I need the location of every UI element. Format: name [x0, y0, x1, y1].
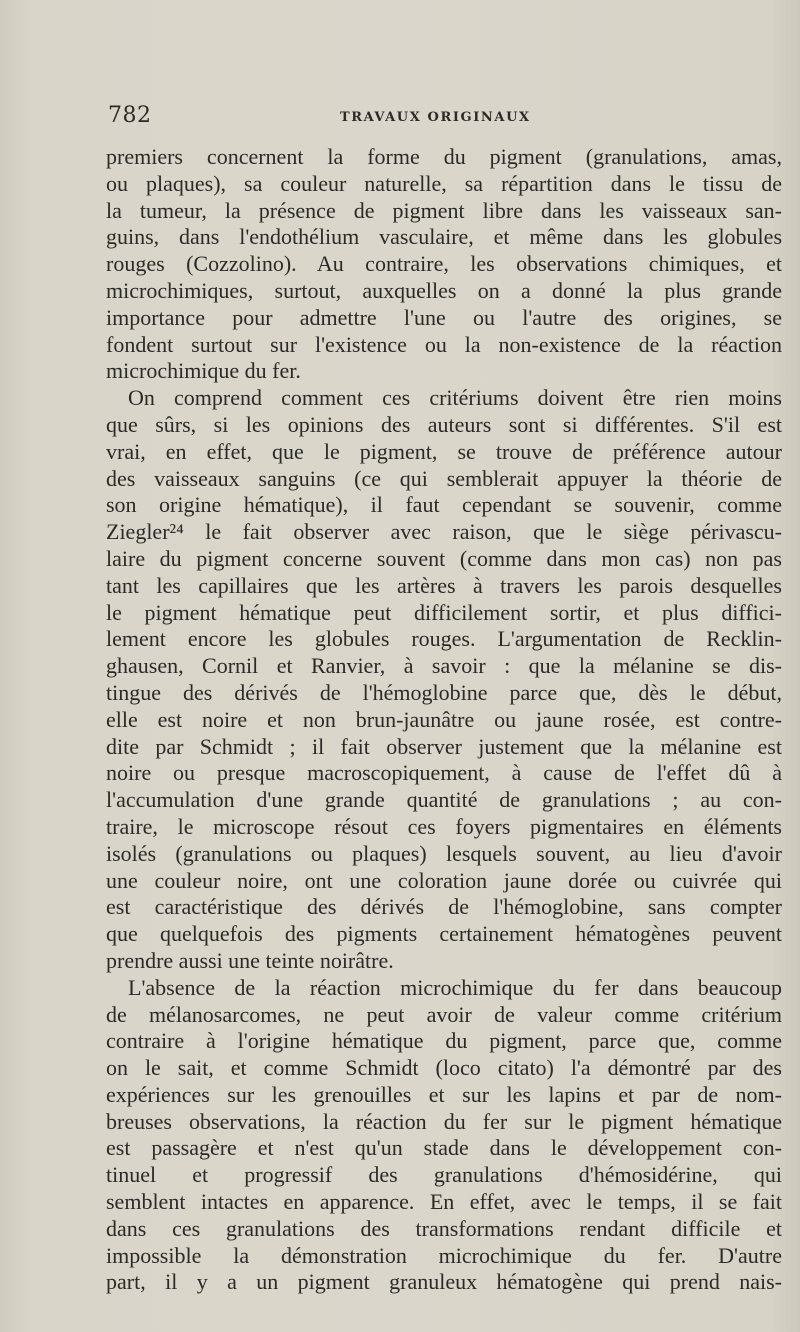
text-line: ou plaques), sa couleur naturelle, sa répartition dans le tissu de [106, 170, 782, 196]
text-line: breuses observations, la réaction du fer sur le pigment hématique [106, 1108, 782, 1134]
text-line: noire ou presque macroscopiquement, à cause de l'effet dû à [106, 760, 782, 786]
text-line: expériences sur les grenouilles et sur les lapins et par de nom- [106, 1081, 782, 1107]
paragraph [106, 385, 782, 975]
text-line: traire, le microscope résout ces foyers pigmentaires en éléments [106, 813, 782, 839]
text-line: de mélanosarcomes, ne peut avoir de valeur comme critérium [106, 1001, 782, 1027]
text-line: l'accumulation d'une grande quantité de granulations ; au con- [106, 787, 782, 813]
text-line: tingue des dérivés de l'hémoglobine parce que, dès le début, [106, 679, 782, 705]
text-line: prendre aussi une teinte noirâtre. [106, 947, 394, 973]
text-line: isolés (granulations ou plaques) lesquels souvent, au lieu d'avoir [106, 840, 782, 866]
paragraph [106, 144, 782, 385]
text-line: que quelquefois des pigments certainement hématogènes peuvent [106, 921, 782, 947]
text-line: guins, dans l'endothélium vasculaire, et même dans les globules [106, 224, 782, 250]
text-line: impossible la démonstration microchimique du fer. D'autre [106, 1242, 782, 1268]
text-line: que sûrs, si les opinions des auteurs sont si différentes. S'il est [106, 411, 782, 437]
text-line: premiers concernent la forme du pigment (granulations, amas, [106, 144, 782, 169]
text-line: lement encore les globules rouges. L'argumentation de Recklin- [106, 626, 782, 652]
text-line: ghausen, Cornil et Ranvier, à savoir : que la mélanine se dis- [106, 653, 782, 679]
text-line: microchimiques, surtout, auxquelles on a donné la plus grande [106, 277, 782, 303]
text-line: dans ces granulations des transformations rendant difficile et [106, 1215, 782, 1241]
text-line: on le sait, et comme Schmidt (loco citato) l'a démontré par des [106, 1055, 782, 1081]
text-line: importance pour admettre l'une ou l'autre des origines, se [106, 304, 782, 330]
text-line: contraire à l'origine hématique du pigment, parce que, comme [106, 1028, 782, 1054]
text-line: dite par Schmidt ; il fait observer justement que la mélanine est [106, 733, 782, 759]
text-line: fondent surtout sur l'existence ou la non-existence de la réaction [106, 331, 782, 357]
text-line: Ziegler²⁴ le fait observer avec raison, que le siège périvascu- [106, 519, 782, 545]
text-line: est passagère et n'est qu'un stade dans le développement con- [106, 1135, 782, 1161]
page-header [108, 103, 783, 133]
text-line: le pigment hématique peut difficilement sortir, et plus diffici- [106, 599, 782, 625]
text-line: tant les capillaires que les artères à travers les parois desquelles [106, 572, 782, 598]
text-line: part, il y a un pigment granuleux hématogène qui prend nais- [106, 1269, 782, 1295]
text-line: microchimique du fer. [106, 358, 301, 384]
text-line: une couleur noire, ont une coloration jaune dorée ou cuivrée qui [106, 867, 782, 893]
text-line: des vaisseaux sanguins (ce qui semblerait appuyer la théorie de [106, 465, 782, 491]
text-line: semblent intactes en apparence. En effet, avec le temps, il se fait [106, 1189, 782, 1215]
body-text [106, 144, 782, 1296]
text-line: laire du pigment concerne souvent (comme dans mon cas) non pas [106, 545, 782, 571]
text-line: L'absence de la réaction microchimique du fer dans beaucoup [128, 974, 782, 1000]
paragraph [106, 975, 782, 1297]
text-line: tinuel et progressif des granulations d'hémosidérine, qui [106, 1162, 782, 1188]
text-line: vrai, en effet, que le pigment, se trouve de préférence autour [106, 438, 782, 464]
text-line: son origine hématique), il faut cependant se souvenir, comme [106, 492, 782, 518]
text-line: elle est noire et non brun-jaunâtre ou jaune rosée, est contre- [106, 706, 782, 732]
page-number: 782 [108, 103, 152, 128]
text-line: la tumeur, la présence de pigment libre dans les vaisseaux san- [106, 197, 782, 223]
text-line: rouges (Cozzolino). Au contraire, les observations chimiques, et [106, 251, 782, 277]
text-line: est caractéristique des dérivés de l'hémoglobine, sans compter [106, 894, 782, 920]
text-line: On comprend comment ces critériums doivent être rien moins [128, 385, 782, 411]
running-head: TRAVAUX ORIGINAUX [340, 110, 531, 125]
